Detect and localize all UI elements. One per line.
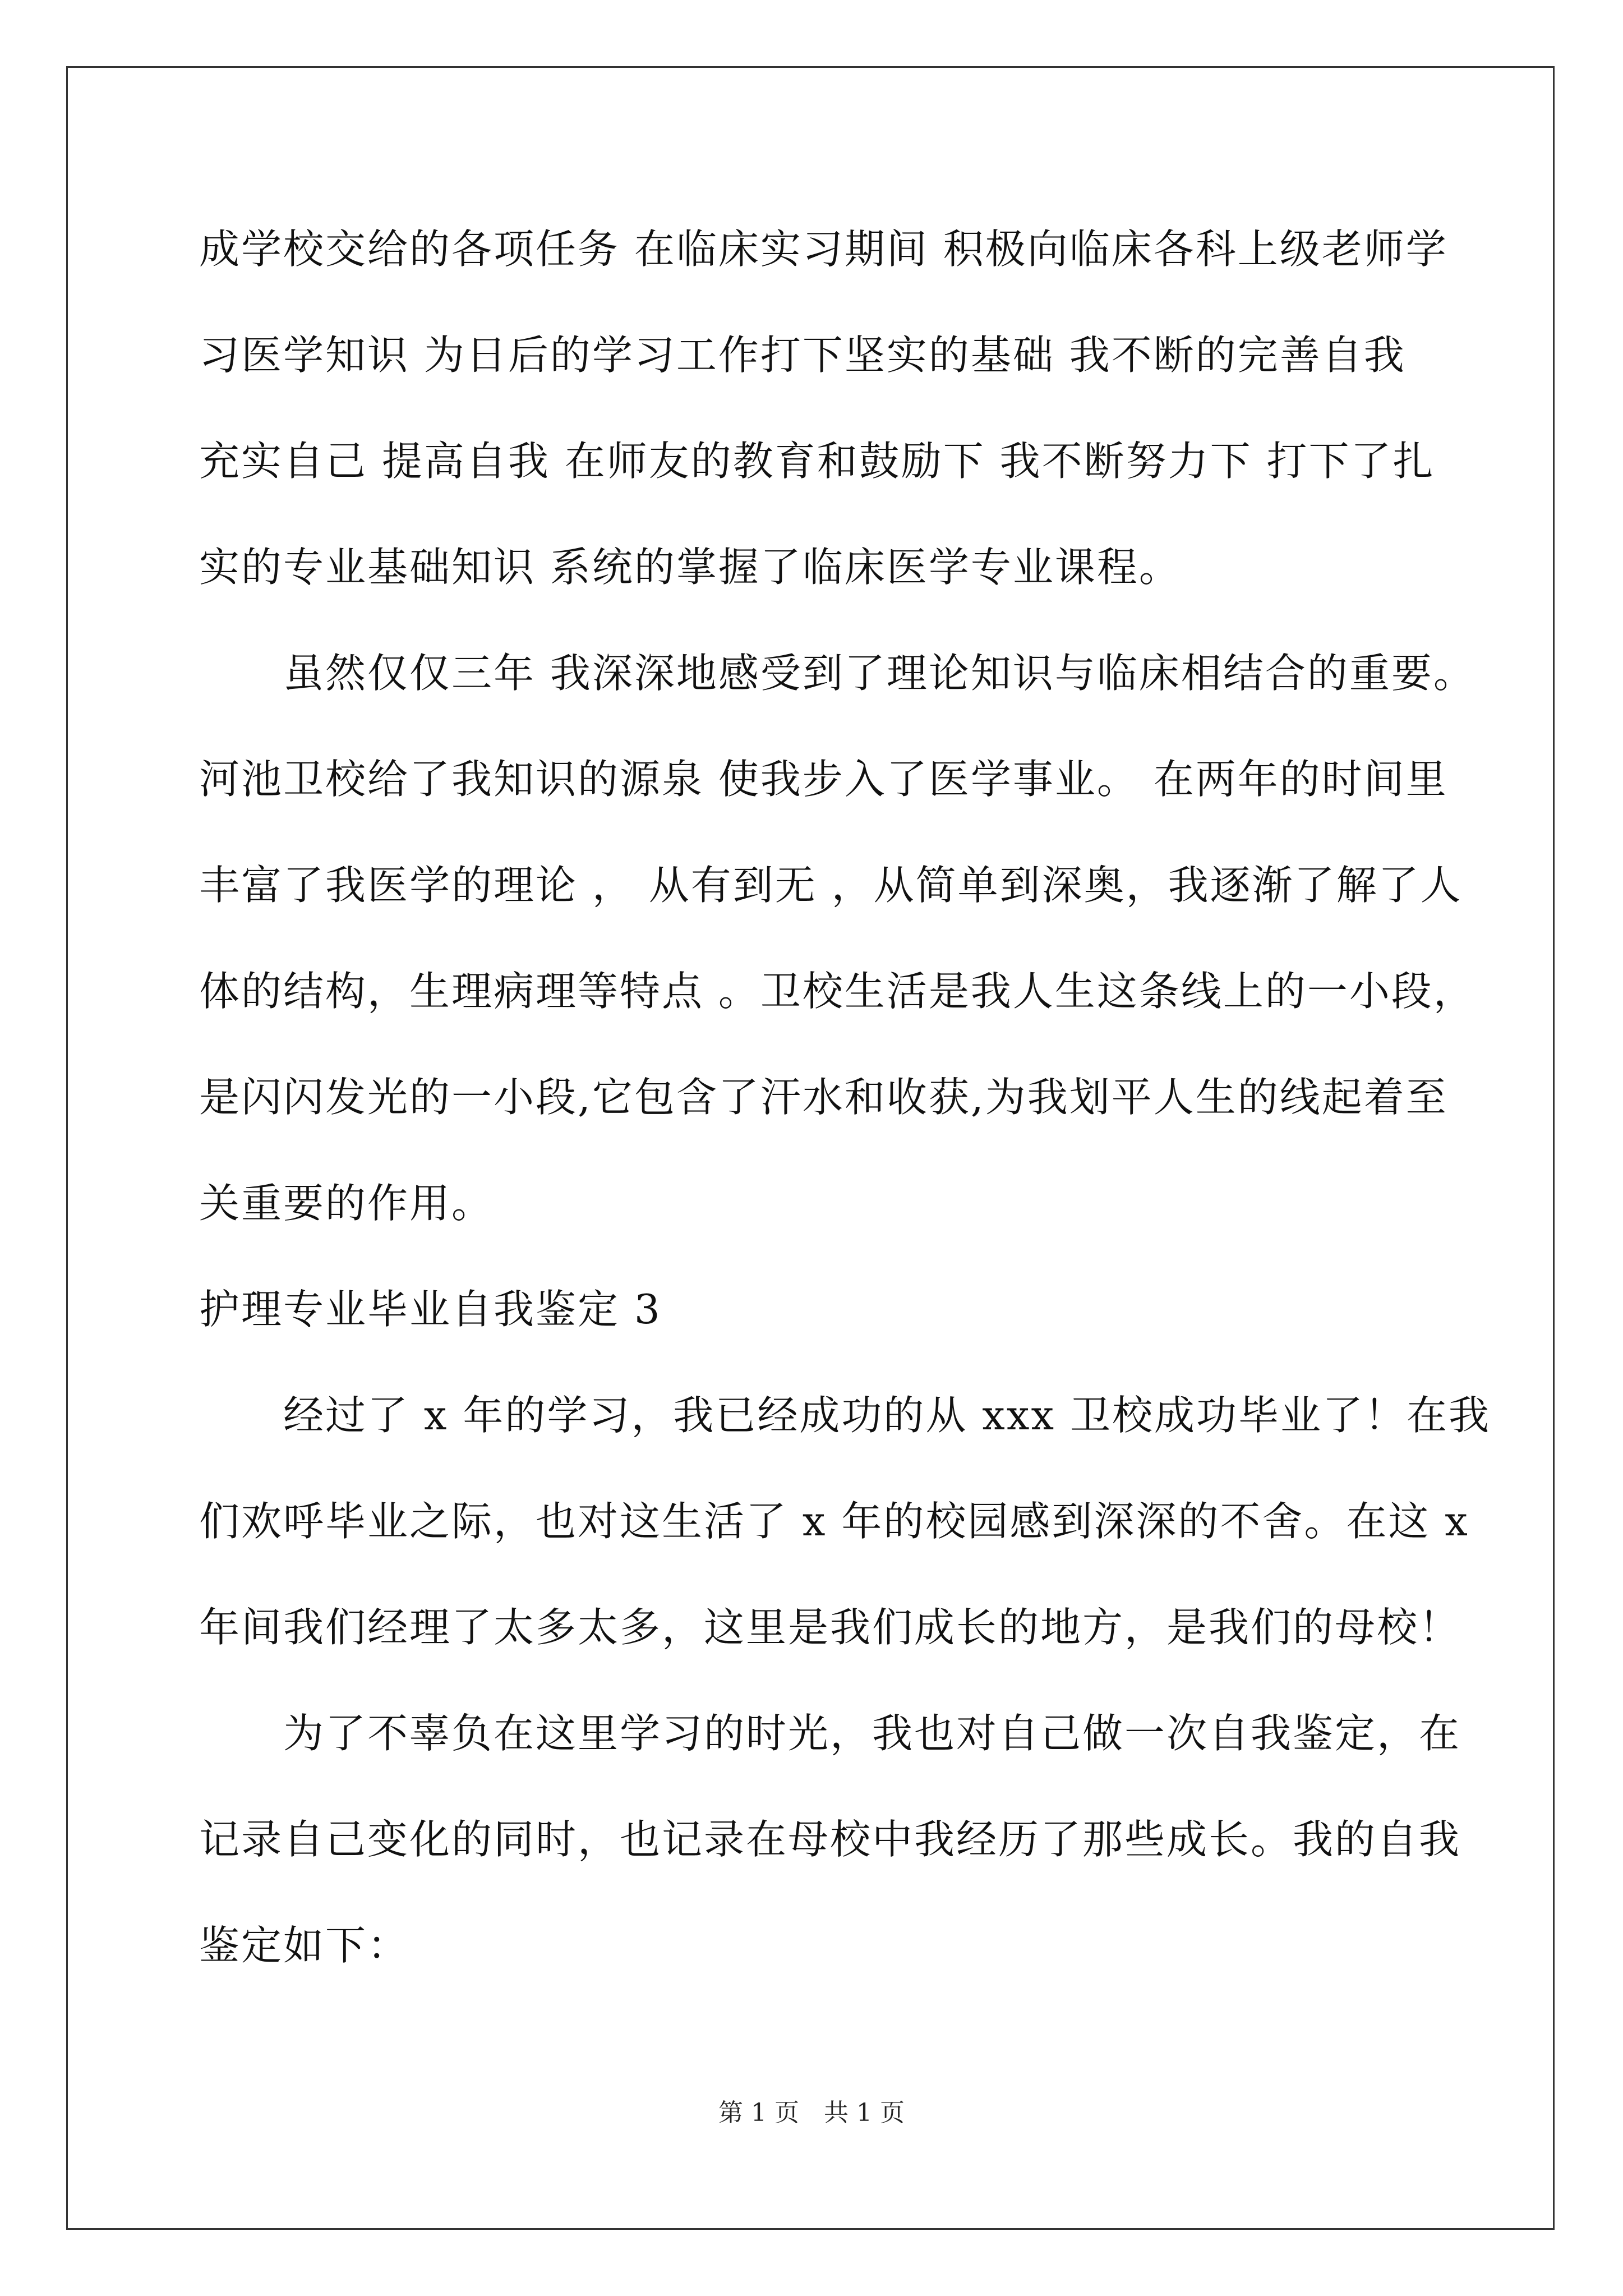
text-line: 成学校交给的各项任务 在临床实习期间 积极向临床各科上级老师学 bbox=[199, 226, 1448, 273]
text-line: 习医学知识 为日后的学习工作打下坚实的基础 我不断的完善自我 bbox=[199, 332, 1406, 379]
text-line: 河池卫校给了我知识的源泉 使我步入了医学事业。 在两年的时间里 bbox=[199, 756, 1448, 803]
page-footer: 第 1 页 共 1 页 bbox=[718, 2099, 905, 2127]
document-body bbox=[199, 219, 1491, 2021]
paragraph-first-line: 为了不辜负在这里学习的时光，我也对自己做一次自我鉴定，在 bbox=[283, 1710, 1461, 1757]
text-line: 关重要的作用。 bbox=[199, 1180, 494, 1227]
paragraph-first-line: 经过了 x 年的学习，我已经成功的从 xxx 卫校成功毕业了！在我 bbox=[283, 1392, 1491, 1439]
text-line: 年间我们经理了太多太多，这里是我们成长的地方，是我们的母校！ bbox=[199, 1604, 1461, 1651]
text-line: 们欢呼毕业之际，也对这生活了 x 年的校园感到深深的不舍。在这 x bbox=[199, 1498, 1469, 1545]
text-line: 是闪闪发光的一小段,它包含了汗水和收获,为我划平人生的线起着至 bbox=[199, 1074, 1448, 1121]
text-line: 充实自己 提高自我 在师友的教育和鼓励下 我不断努力下 打下了扎 bbox=[199, 438, 1435, 485]
text-line: 丰富了我医学的理论 ， 从有到无 ，从简单到深奥，我逐渐了解了人 bbox=[199, 862, 1463, 909]
text-line: 记录自己变化的同时，也记录在母校中我经历了那些成长。我的自我 bbox=[199, 1816, 1461, 1863]
text-line: 体的结构，生理病理等特点 。卫校生活是我人生这条线上的一小段， bbox=[199, 968, 1476, 1015]
text-line: 实的专业基础知识 系统的掌握了临床医学专业课程。 bbox=[199, 544, 1181, 591]
section-heading: 护理专业毕业自我鉴定 3 bbox=[199, 1286, 662, 1333]
paragraph-first-line: 虽然仅仅三年 我深深地感受到了理论知识与临床相结合的重要。 bbox=[283, 650, 1476, 697]
text-line: 鉴定如下： bbox=[199, 1922, 410, 1969]
